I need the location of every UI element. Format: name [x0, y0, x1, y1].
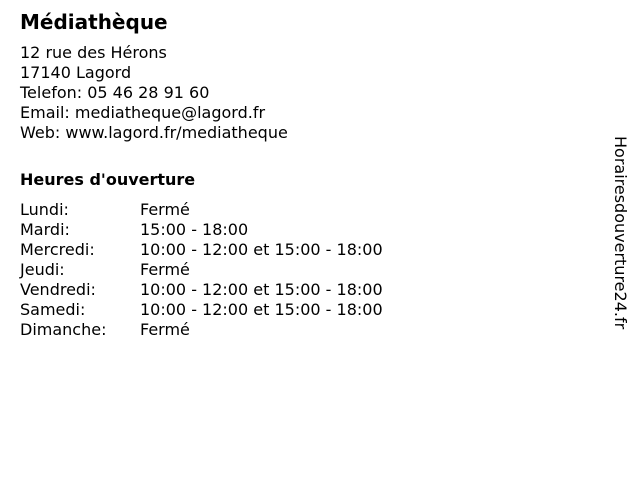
hours-row-dimanche: [20, 320, 600, 340]
hours-row-mardi: [20, 220, 600, 240]
address-block: [20, 43, 600, 143]
email-address: Email: mediatheque@lagord.fr: [20, 103, 266, 122]
hours-value: 15:00 - 18:00: [140, 220, 249, 239]
day-label: Mardi:: [20, 220, 70, 239]
hours-value: 10:00 - 12:00 et 15:00 - 18:00: [140, 280, 383, 299]
hours-row-samedi: [20, 300, 600, 320]
hours-value: 10:00 - 12:00 et 15:00 - 18:00: [140, 240, 383, 259]
page-title: Médiathèque: [20, 10, 168, 34]
hours-row-lundi: [20, 200, 600, 220]
opening-hours-table: [20, 200, 600, 340]
hours-row-vendredi: [20, 280, 600, 300]
website-address: Web: www.lagord.fr/mediatheque: [20, 123, 288, 142]
day-label: Vendredi:: [20, 280, 96, 299]
phone-number: Telefon: 05 46 28 91 60: [20, 83, 210, 102]
day-label: Samedi:: [20, 300, 86, 319]
site-watermark: Horairesdouverture24.fr: [611, 136, 630, 330]
day-label: Dimanche:: [20, 320, 107, 339]
hours-value: Fermé: [140, 200, 190, 219]
hours-value: Fermé: [140, 320, 190, 339]
opening-hours-heading: Heures d'ouverture: [20, 170, 196, 189]
hours-row-mercredi: [20, 240, 600, 260]
hours-row-jeudi: [20, 260, 600, 280]
hours-value: 10:00 - 12:00 et 15:00 - 18:00: [140, 300, 383, 319]
business-card: [20, 8, 600, 340]
city-postcode: 17140 Lagord: [20, 63, 132, 82]
day-label: Lundi:: [20, 200, 69, 219]
day-label: Mercredi:: [20, 240, 95, 259]
day-label: Jeudi:: [20, 260, 65, 279]
hours-value: Fermé: [140, 260, 190, 279]
street-address: 12 rue des Hérons: [20, 43, 167, 62]
